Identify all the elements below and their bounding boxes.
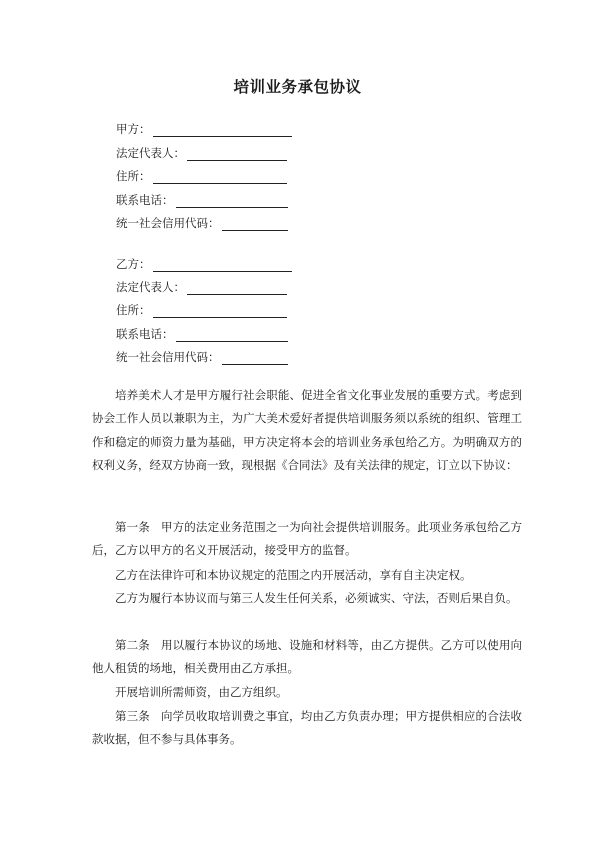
article-3-text: 向学员收取培训费之事宜，均由乙方负责办理；甲方提供相应的合法收款收据，但不参与具体事务。 <box>92 709 523 747</box>
article-3-number: 第三条 <box>115 709 150 723</box>
article-1-text: 甲方的法定业务范围之一为向社会提供培训服务。此项业务承包给乙方后，乙方以甲方的名义开展活动，接受甲方的监督。 <box>92 520 523 558</box>
party-b-rep-label: 法定代表人： <box>116 280 185 294</box>
party-a-credit-code-label: 统一社会信用代码： <box>116 216 220 230</box>
party-a-rep-blank[interactable] <box>187 147 287 161</box>
document-title: 培训业务承包协议 <box>233 78 362 96</box>
party-b-phone-field <box>116 324 288 342</box>
preamble-paragraph: 培养美术人才是甲方履行社会职能、促进全省文化事业发展的重要方式。考虑到协会工作人员以兼职为主，为广大美术爱好者提供培训服务须以系统的组织、管理工作和稳定的师资力量为基础，甲方决定将本会的培训业务承包给乙方。为明确双方的权利义务，经双方协商一致，现根据《合同法》及有关法律的规定，订立以下协议： <box>92 388 522 472</box>
article-1-paragraph <box>92 516 522 563</box>
party-b-name-blank[interactable] <box>153 258 292 272</box>
party-a-rep-field <box>116 143 287 161</box>
party-a-phone-blank[interactable] <box>176 194 288 208</box>
article-2-text: 用以履行本协议的场地、设施和材料等，由乙方提供。乙方可以使用向他人租赁的场地，相关费用由乙方承担。 <box>92 638 523 676</box>
party-a-phone-field <box>116 190 288 208</box>
party-a-address-blank[interactable] <box>153 170 287 184</box>
party-a-credit-code-field <box>116 213 288 231</box>
party-b-address-field <box>116 300 287 318</box>
party-a-rep-label: 法定代表人： <box>116 146 185 160</box>
party-a-name-field <box>116 119 292 137</box>
party-a-credit-code-blank[interactable] <box>222 217 288 231</box>
party-a-name-blank[interactable] <box>153 123 292 137</box>
party-b-address-blank[interactable] <box>153 304 287 318</box>
party-b-phone-label: 联系电话： <box>116 327 174 341</box>
party-a-address-field <box>116 166 287 184</box>
party-b-rep-field <box>116 277 287 295</box>
party-b-phone-blank[interactable] <box>176 328 288 342</box>
party-b-credit-code-label: 统一社会信用代码： <box>116 350 220 364</box>
article-1-paragraph-2: 乙方在法律许可和本协议规定的范围之内开展活动，享有自主决定权。 <box>115 568 472 582</box>
party-b-credit-code-field <box>116 347 288 365</box>
party-a-name-label: 甲方： <box>116 122 151 136</box>
article-1-number: 第一条 <box>115 520 150 534</box>
party-b-credit-code-blank[interactable] <box>222 351 288 365</box>
party-b-rep-blank[interactable] <box>187 281 287 295</box>
party-a-phone-label: 联系电话： <box>116 193 174 207</box>
party-a-address-label: 住所： <box>116 169 151 183</box>
article-2-paragraph-2: 开展培训所需师资，由乙方组织。 <box>115 685 288 699</box>
article-1-paragraph-3: 乙方为履行本协议而与第三人发生任何关系，必须诚实、守法，否则后果自负。 <box>115 591 518 605</box>
article-3-paragraph <box>92 705 522 752</box>
party-b-name-label: 乙方： <box>116 257 151 271</box>
party-b-address-label: 住所： <box>116 303 151 317</box>
article-2-number: 第二条 <box>115 638 150 652</box>
party-b-name-field <box>116 254 292 272</box>
article-2-paragraph <box>92 634 522 681</box>
